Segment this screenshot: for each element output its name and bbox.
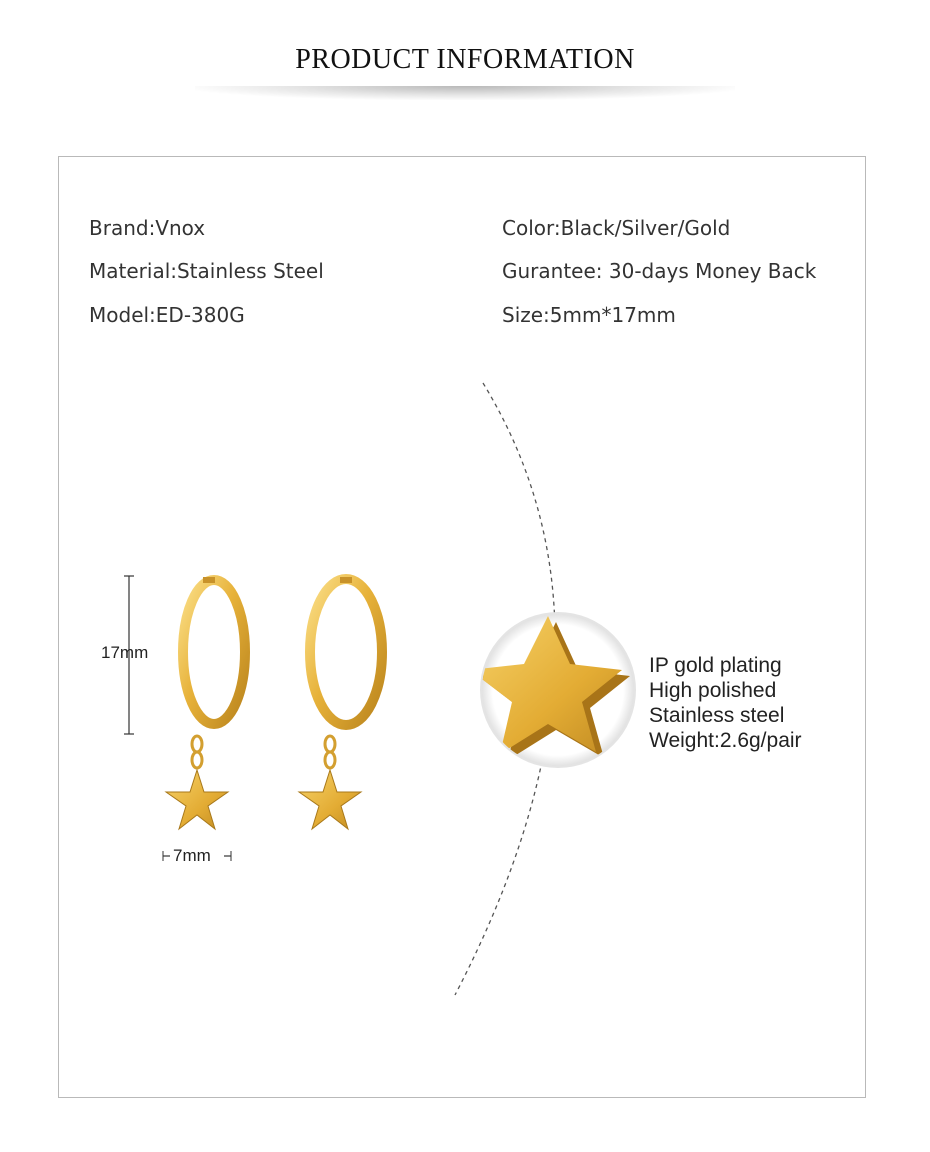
magnified-star-lens — [470, 612, 636, 768]
spec-color: Color:Black/Silver/Gold — [502, 216, 731, 240]
feature-weight: Weight:2.6g/pair — [649, 729, 802, 752]
feature-material: Stainless steel — [649, 704, 785, 727]
earring-left — [166, 577, 245, 829]
page-title: PRODUCT INFORMATION — [295, 44, 635, 75]
feature-plating: IP gold plating — [649, 654, 782, 677]
spec-brand: Brand:Vnox — [89, 216, 206, 240]
height-dimension-label: 17mm — [101, 643, 149, 662]
star-pendant-right — [299, 770, 361, 829]
earring-right — [299, 577, 382, 829]
spec-guarantee: Gurantee: 30-days Money Back — [502, 259, 817, 283]
spec-material: Material:Stainless Steel — [89, 259, 324, 283]
width-dimension-label: 7mm — [173, 846, 211, 865]
spec-model: Model:ED-380G — [89, 303, 245, 327]
feature-polish: High polished — [649, 679, 777, 702]
star-pendant-left — [166, 770, 228, 829]
spec-size: Size:5mm*17mm — [502, 303, 676, 327]
